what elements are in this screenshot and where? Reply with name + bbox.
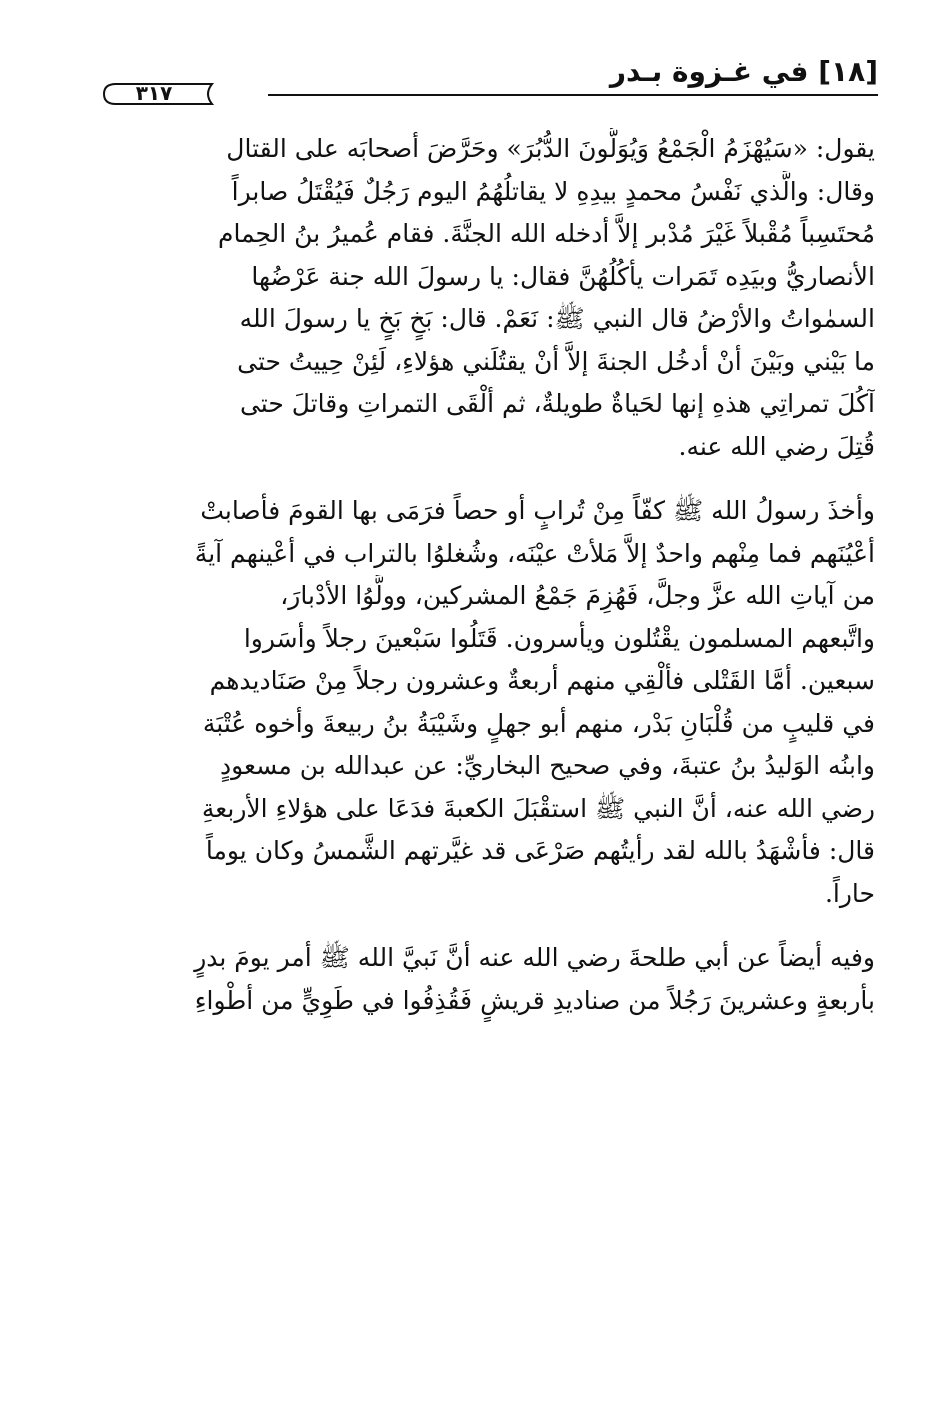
page-number: ٣١٧: [135, 81, 173, 105]
paragraph-2: [70, 490, 875, 915]
text-line: واتَّبعهم المسلمون يقْتُلون ويأسرون. قَتَلُوا سَبْعينَ رجلاً وأسَروا: [243, 623, 875, 653]
text-line: السمٰواتُ والأرْضُ قال النبي ﷺ: نَعَمْ. قال: بَخٍ بَخٍ يا رسولَ الله: [239, 304, 875, 333]
running-header: [100, 52, 878, 104]
paragraph-gap: [70, 468, 875, 490]
text-line: آكُلَ تمراتِي هذهِ إنها لحَياةٌ طويلةٌ، ثم ألْقَى التمراتِ وقاتلَ حتى: [239, 389, 875, 418]
text-line: قُتِلَ رضي الله عنه.: [678, 431, 875, 461]
text-line: في قليبٍ من قُلْبَانِ بَدْر، منهم أبو جهلٍ وشَيْبَةُ بنُ ربيعةَ وأخوه عُتْبَة: [202, 708, 875, 738]
text-line: من آياتِ الله عزَّ وجلَّ، فَهُزِمَ جَمْعُ المشركين، وولَّوُا الأدْبارَ،: [280, 581, 875, 610]
text-line: وابنُه الوَليدُ بنُ عتبةَ، وفي صحيح البخاريِّ: عن عبدالله بن مسعودٍ: [219, 751, 875, 780]
page-number-badge: [100, 82, 220, 106]
text-line: حاراً.: [824, 878, 875, 908]
text-line: يقول: «سَيُهْزَمُ الْجَمْعُ وَيُوَلُّونَ الدُّبُرَ» وحَرَّضَ أصحابَه على القتال: [226, 134, 875, 163]
text-line: سبعين. أمَّا القَتْلى فألْقِي منهم أربعةٌ وعشرون رجلاً مِنْ صَنَاديدهم: [209, 666, 875, 695]
text-line: وأخذَ رسولُ الله ﷺ كفّاً مِنْ تُرابٍ أو حصاً فرَمَى بها القومَ فأصابتْ: [200, 496, 875, 525]
text-line: الأنصاريُّ وبيَدِه تَمَرات يأكُلُهُنَّ فقال: يا رسولَ الله جنة عَرْضُها: [251, 261, 875, 291]
text-line: وقال: والَّذي نَفْسُ محمدٍ بيدِهِ لا يقاتلُهُمُ اليوم رَجُلٌ فَيُقْتَلُ صابراً: [231, 176, 875, 206]
text-line: بأربعةٍ وعشرينَ رَجُلاً من صناديدِ قريشٍ فَقُذِفُوا في طَوِيٍّ من أطْواءِ: [194, 985, 875, 1015]
header-divider: [268, 94, 878, 96]
text-line: قال: فأشْهَدُ بالله لقد رأيتُهم صَرْعَى قد غيَّرتهم الشَّمسُ وكان يوماً: [205, 836, 875, 865]
paragraph-3: [70, 937, 875, 1022]
text-line: رضي الله عنه، أنَّ النبي ﷺ استقْبَلَ الكعبةَ فدَعَا على هؤلاءِ الأربعةِ: [201, 793, 875, 823]
paragraph-gap: [70, 915, 875, 937]
page-body: [70, 128, 875, 1022]
text-line: ما بَيْني وبَيْنَ أنْ أدخُل الجنةَ إلاَّ أنْ يقتُلَني هؤلاءِ، لَئِنْ حِييتُ حتى: [237, 346, 875, 376]
paragraph-1: [70, 128, 875, 468]
chapter-title: [١٨] في غـزوة بـدر: [609, 55, 878, 88]
text-line: مُحتَسِباً مُقْبلاً غَيْرَ مُدْبر إلاَّ أدخله الله الجنَّةَ. فقام عُميرُ بنُ الحِمام: [217, 219, 875, 248]
text-line: وفيه أيضاً عن أبي طلحةَ رضي الله عنه أنَّ نَبيَّ الله ﷺ أمر يومَ بدرٍ: [194, 943, 875, 972]
text-line: أعْيُنَهم فما مِنْهم واحدٌ إلاَّ مَلأتْ عيْنَه، وشُغلوُا بالتراب في أعْينهم آيةً: [194, 538, 875, 568]
